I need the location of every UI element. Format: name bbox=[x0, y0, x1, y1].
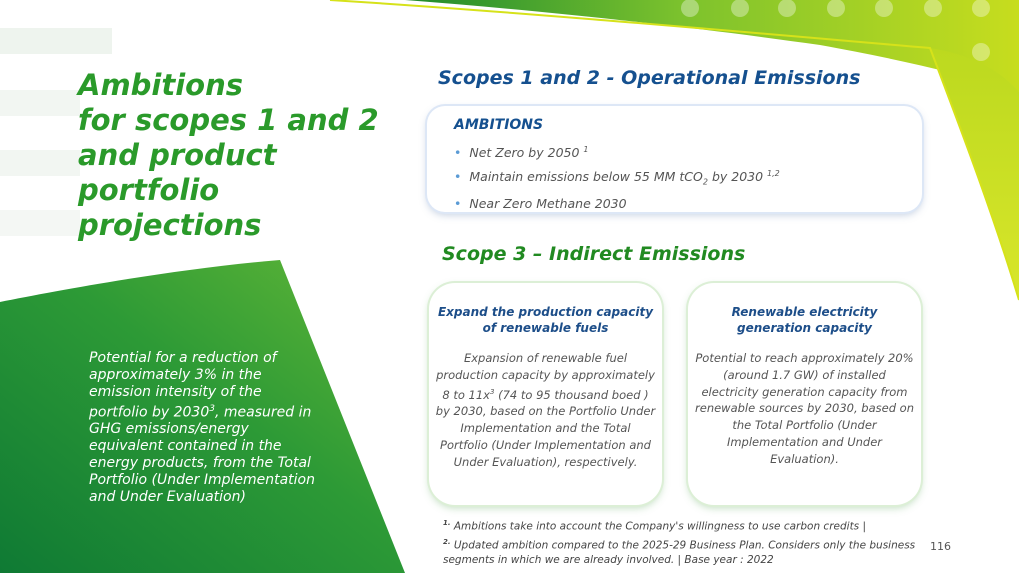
card-body: Potential to reach approximately 20% (around 1.7 GW) of installed electricity generation capacity from renewable sources by 2030, based on the Total Portfolio (Under Implementation and Under Evaluation). bbox=[695, 351, 914, 466]
ambition-item: • Maintain emissions below 55 MM tCO$_2$ by 2030 $^{1,2}$ bbox=[454, 169, 780, 187]
scope3-heading: Scope 3 – Indirect Emissions bbox=[442, 243, 746, 265]
scope12-heading: Scopes 1 and 2 - Operational Emissions bbox=[438, 67, 861, 89]
title-line: projections bbox=[78, 208, 262, 242]
card-title: Expand the production capacity of renewable fuels bbox=[437, 305, 654, 335]
page-title bbox=[78, 68, 398, 243]
title-line: portfolio bbox=[78, 173, 220, 207]
footnote-2: $^{2.}$ Updated ambition compared to the 2025-29 Business Plan. Considers only the business segments in which we are already involved. | Base year : 2022 bbox=[443, 537, 916, 566]
card-title: Renewable electricity generation capacity bbox=[731, 305, 878, 335]
left-stripe bbox=[0, 28, 112, 54]
ambitions-title: AMBITIONS bbox=[454, 117, 544, 133]
ambitions-box bbox=[427, 106, 922, 212]
left-stripe bbox=[0, 210, 80, 236]
renewable-fuels-card bbox=[429, 283, 662, 505]
title-line: for scopes 1 and 2 bbox=[78, 103, 379, 137]
ambition-item: • Near Zero Methane 2030 bbox=[454, 195, 627, 211]
portfolio-text: Potential for a reduction of approximately 3% in the emission intensity of the portfolio by 2030$^3$, measured in GHG emissions/energy equivalent contained in the energy products, from the Total Portfolio (Under Implementation and Under Evaluation) bbox=[89, 350, 315, 505]
ambition-item: • Net Zero by 2050 $^1$ bbox=[454, 145, 589, 161]
ambitions-list bbox=[454, 139, 780, 214]
page-number: 116 bbox=[930, 540, 951, 553]
card-body: Expansion of renewable fuel production capacity by approximately 8 to $11x^3$ (74 to 95 thousand boed ) by 2030, based on the Portfolio Under Implementation and the Total Portfolio (Under Implementation and Under Evaluation), respectively. bbox=[435, 351, 656, 469]
footnote-1: $^{1.}$ Ambitions take into account the Company's willingness to use carbon credits | bbox=[443, 519, 867, 533]
left-stripe bbox=[0, 90, 80, 116]
renewable-electricity-card bbox=[688, 283, 921, 505]
title-line: Ambitions bbox=[78, 68, 243, 102]
left-stripe bbox=[0, 150, 80, 176]
footnotes bbox=[443, 516, 918, 568]
title-line: and product bbox=[78, 138, 277, 172]
